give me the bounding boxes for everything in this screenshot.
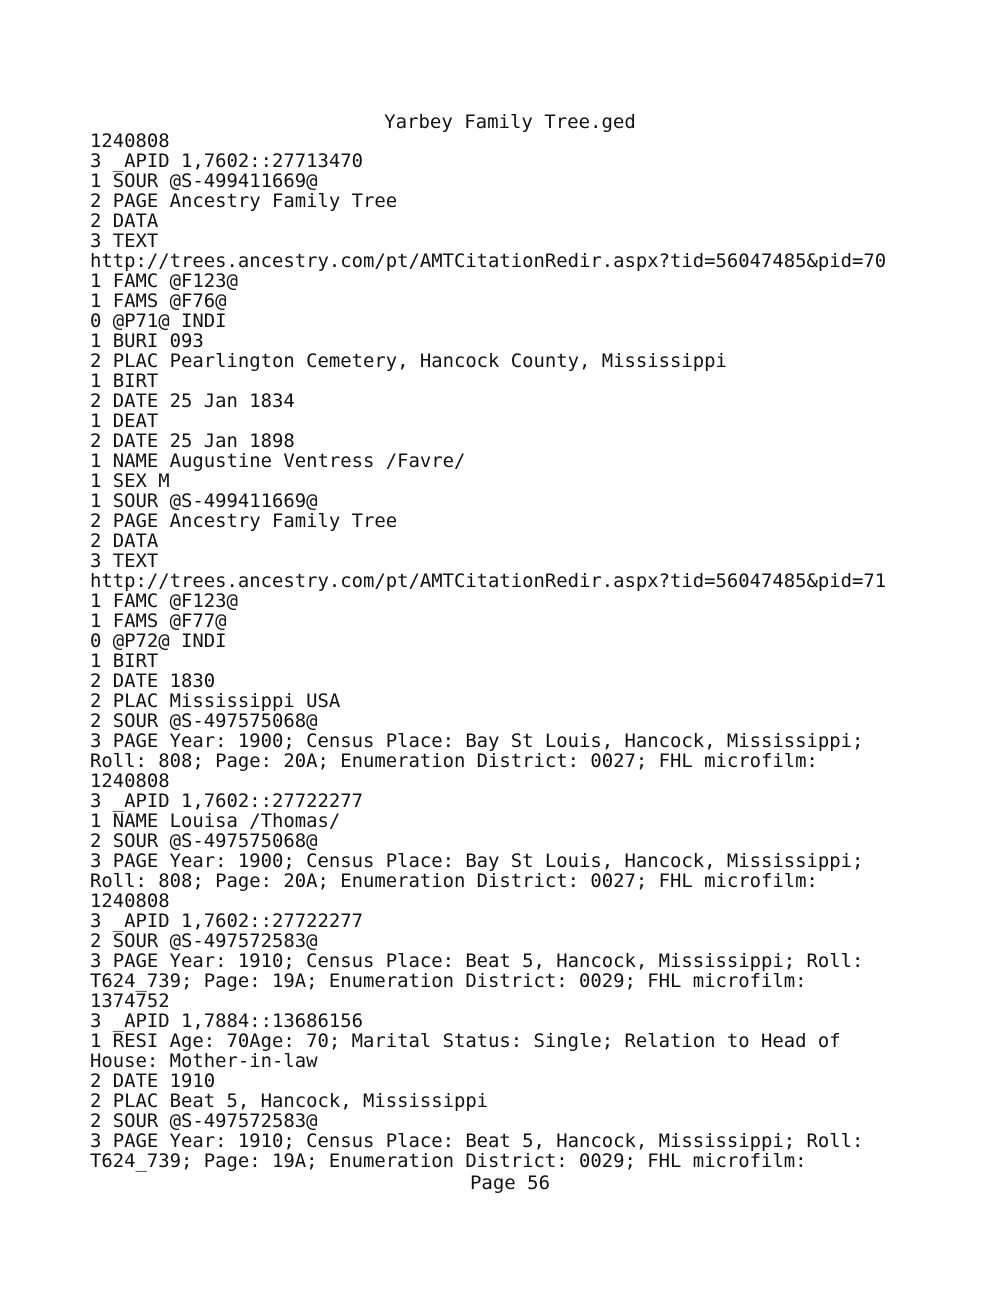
ged-line: 2 PAGE Ancestry Family Tree — [90, 510, 398, 532]
ged-line: 1 NAME Louisa /Thomas/ — [90, 810, 341, 832]
ged-line: 2 SOUR @S-497572583@ — [90, 930, 318, 952]
ged-line: Roll: 808; Page: 20A; Enumeration District: 0027; FHL microfilm: — [90, 750, 818, 772]
ged-line: 1240808 — [90, 130, 170, 152]
ged-line: 1 FAMC @F123@ — [90, 270, 238, 292]
ged-line: 1 FAMS @F76@ — [90, 290, 227, 312]
ged-line: 3 _APID 1,7602::27722277 — [90, 790, 363, 812]
ged-line: 0 @P72@ INDI — [90, 630, 227, 652]
page-title: Yarbey Family Tree.ged — [384, 111, 636, 133]
page-number: Page 56 — [469, 1172, 551, 1194]
ged-line: T624_739; Page: 19A; Enumeration District: 0029; FHL microfilm: — [90, 1150, 807, 1172]
ged-text-body — [90, 131, 970, 1171]
ged-line: House: Mother-in-law — [90, 1050, 318, 1072]
ged-line: 2 DATE 25 Jan 1898 — [90, 430, 295, 452]
ged-line: http://trees.ancestry.com/pt/AMTCitationRedir.aspx?tid=56047485&pid=70 — [90, 250, 887, 272]
ged-line: 3 PAGE Year: 1900; Census Place: Bay St Louis, Hancock, Mississippi; — [90, 850, 864, 872]
ged-line: Roll: 808; Page: 20A; Enumeration District: 0027; FHL microfilm: — [90, 870, 818, 892]
ged-line: 3 PAGE Year: 1910; Census Place: Beat 5, Hancock, Mississippi; Roll: — [90, 1130, 864, 1152]
ged-line: 2 SOUR @S-497575068@ — [90, 830, 318, 852]
ged-line: 1 SOUR @S-499411669@ — [90, 170, 318, 192]
ged-line: 2 SOUR @S-497575068@ — [90, 710, 318, 732]
ged-line: 0 @P71@ INDI — [90, 310, 227, 332]
ged-line: http://trees.ancestry.com/pt/AMTCitationRedir.aspx?tid=56047485&pid=71 — [90, 570, 887, 592]
ged-line: 1240808 — [90, 770, 170, 792]
ged-line: 1374752 — [90, 990, 170, 1012]
ged-line: 3 _APID 1,7884::13686156 — [90, 1010, 363, 1032]
ged-line: 1 DEAT — [90, 410, 159, 432]
ged-line: 3 _APID 1,7602::27713470 — [90, 150, 363, 172]
ged-line: 1 BIRT — [90, 650, 159, 672]
ged-line: 2 SOUR @S-497572583@ — [90, 1110, 318, 1132]
ged-line: 2 DATA — [90, 530, 159, 552]
ged-line: 2 PLAC Pearlington Cemetery, Hancock County, Mississippi — [90, 350, 727, 372]
ged-line: 3 PAGE Year: 1910; Census Place: Beat 5, Hancock, Mississippi; Roll: — [90, 950, 864, 972]
ged-line: 1 RESI Age: 70Age: 70; Marital Status: Single; Relation to Head of — [90, 1030, 841, 1052]
ged-line: T624_739; Page: 19A; Enumeration District: 0029; FHL microfilm: — [90, 970, 807, 992]
ged-line: 3 TEXT — [90, 230, 159, 252]
ged-line: 1 FAMC @F123@ — [90, 590, 238, 612]
ged-line: 2 PLAC Mississippi USA — [90, 690, 341, 712]
ged-line: 1 FAMS @F77@ — [90, 610, 227, 632]
ged-line: 3 _APID 1,7602::27722277 — [90, 910, 363, 932]
ged-line: 2 DATA — [90, 210, 159, 232]
ged-line: 2 PAGE Ancestry Family Tree — [90, 190, 398, 212]
ged-line: 1 SOUR @S-499411669@ — [90, 490, 318, 512]
ged-line: 2 DATE 1910 — [90, 1070, 216, 1092]
ged-line: 2 PLAC Beat 5, Hancock, Mississippi — [90, 1090, 489, 1112]
ged-line: 2 DATE 1830 — [90, 670, 216, 692]
ged-line: 1 BIRT — [90, 370, 159, 392]
ged-line: 2 DATE 25 Jan 1834 — [90, 390, 295, 412]
ged-line: 1 BURI 093 — [90, 330, 204, 352]
ged-line: 1 NAME Augustine Ventress /Favre/ — [90, 450, 466, 472]
ged-line: 3 PAGE Year: 1900; Census Place: Bay St Louis, Hancock, Mississippi; — [90, 730, 864, 752]
ged-line: 3 TEXT — [90, 550, 159, 572]
ged-line: 1240808 — [90, 890, 170, 912]
ged-line: 1 SEX M — [90, 470, 170, 492]
